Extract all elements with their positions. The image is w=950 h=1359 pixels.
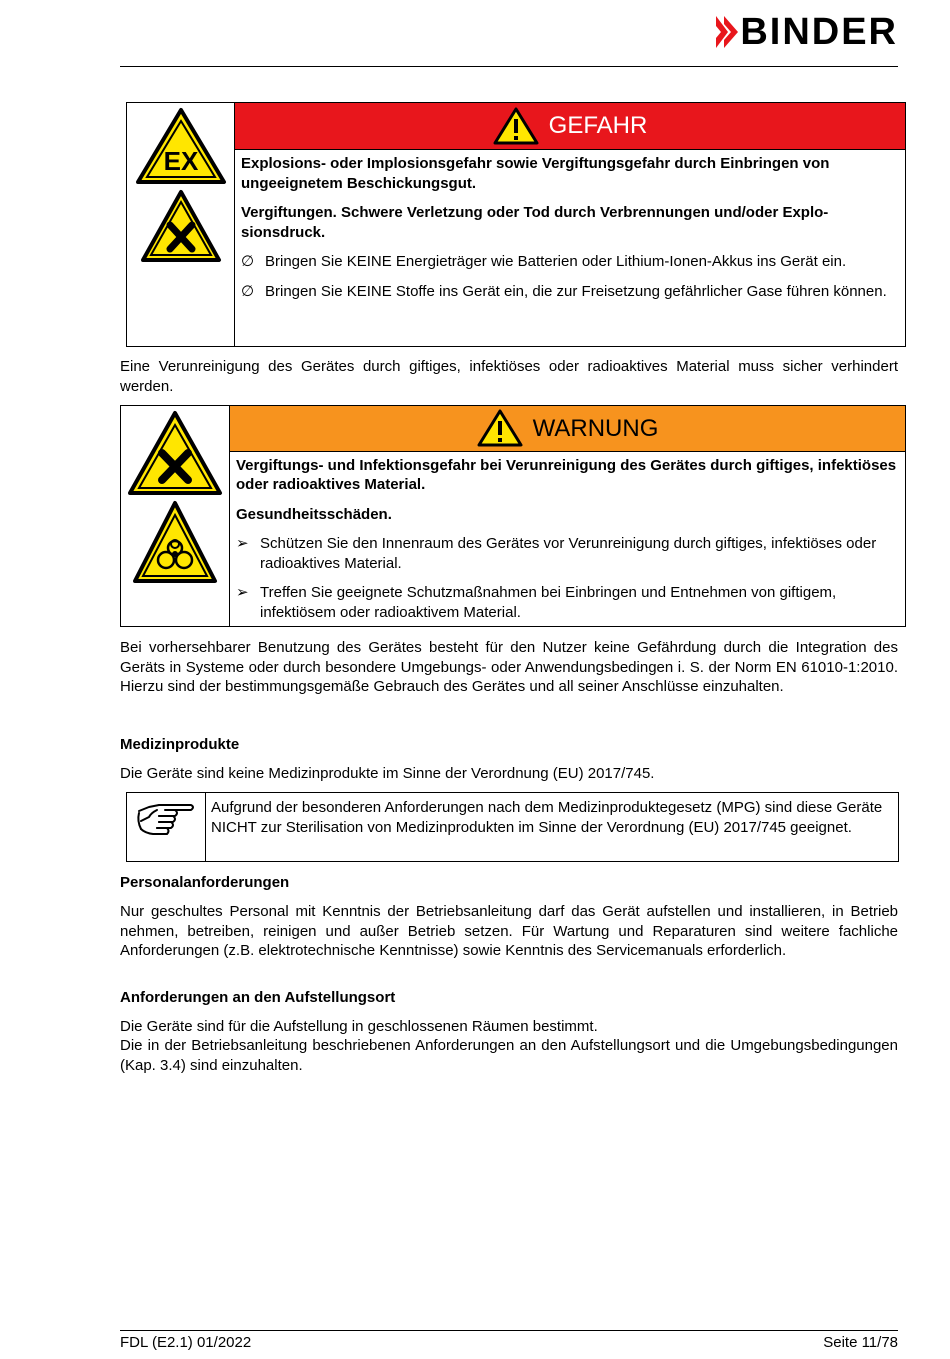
danger-bullet — [241, 252, 897, 272]
harmful-substance-warning-icon — [127, 410, 223, 496]
medical-text: Die Geräte sind keine Medizinprodukte im Sinne der Verordnung (EU) 2017/745. — [120, 765, 655, 782]
footer-page-number: Seite 11/78 — [823, 1334, 898, 1351]
brand-logo — [714, 12, 898, 52]
warning-box — [120, 405, 906, 627]
site-text-line1: Die Geräte sind für die Aufstellung in geschlossenen Räumen bestimmt. — [120, 1018, 598, 1035]
warning-triangle-icon — [493, 107, 539, 145]
harmful-substance-warning-icon — [140, 189, 222, 263]
binder-logo-icon — [714, 12, 740, 52]
warning-bullet — [236, 534, 897, 573]
danger-icon-column — [127, 103, 235, 346]
footer-doc-id: FDL (E2.1) 01/2022 — [120, 1334, 252, 1351]
warning-bullet-text: Schützen Sie den Innenraum des Gerätes vor Verunreinigung durch giftiges, infektiöses oder radioaktives Material. — [260, 535, 877, 572]
warning-triangle-icon — [477, 409, 523, 447]
danger-bullet — [241, 282, 897, 302]
danger-banner — [235, 103, 905, 150]
pointing-hand-icon — [135, 799, 197, 841]
personnel-text: Nur geschultes Personal mit Kenntnis der Betriebsanleitung darf das Gerät aufstellen und installieren, in Betrieb nehmen, betreiben, reinigen und außer Betrieb setzen. Für Wartung und Reparaturen sind weitere fachliche Anforderungen (z.B. elektrotechnische Kenntnisse) sowie Kenntnis des Servicemanuals erforderlich. — [120, 903, 898, 959]
note-icon-column — [127, 793, 206, 861]
warning-label: WARNUNG — [532, 414, 659, 442]
warning-bullet-text: Treffen Sie geeignete Schutzmaßnahmen bei Einbringen und Entnehmen von giftigem, infektiösem oder radioaktivem Material. — [260, 584, 837, 621]
prohibition-symbol: ∅ — [241, 253, 255, 270]
warning-banner — [230, 406, 905, 452]
prohibition-symbol: ∅ — [241, 282, 255, 300]
site-text-line2: Die in der Betriebsanleitung beschriebenen Anforderungen an den Aufstellungsort und die Umgebungsbedingungen (Kap. 3.4) sind einzuhalten. — [120, 1037, 898, 1074]
warning-bullet — [236, 583, 897, 622]
ex-explosion-warning-icon — [135, 107, 227, 185]
section-heading-personnel: Personalanforderungen — [120, 874, 290, 891]
contamination-paragraph: Eine Verunreinigung des Gerätes durch giftiges, infektiöses oder radioaktives Material muss sicher verhindert werden. — [120, 358, 898, 395]
biohazard-warning-icon — [132, 500, 218, 584]
warning-hazard-text: Vergiftungs- und Infektionsgefahr bei Verunreinigung des Gerätes durch giftiges, infektiöses oder radioaktives Material. — [236, 456, 897, 493]
note-text: Aufgrund der besonderen Anforderungen nach dem Medizinproduktegesetz (MPG) sind diese Geräte NICHT zur Sterilisation von Medizinprodukten im Sinne der Verordnung (EU) 2017/745 geeignet. — [211, 799, 883, 836]
arrow-bullet-icon: ➢ — [236, 535, 249, 552]
danger-bullet-text: Bringen Sie KEINE Energieträger wie Batterien oder Lithium-Ionen-Akkus ins Gerät ein. — [265, 253, 847, 270]
brand-name: BINDER — [740, 11, 898, 53]
danger-consequence-text: Vergiftungen. Schwere Verletzung oder Tod durch Verbrennungen und/oder Explosionsdruck. — [241, 204, 829, 241]
danger-box — [126, 102, 906, 347]
danger-label: GEFAHR — [548, 112, 648, 140]
intended-use-paragraph: Bei vorhersehbarer Benutzung des Gerätes besteht für den Nutzer keine Gefährdung durch die Integration des Geräts in Systeme oder durch besondere Umgebungs- oder Anwendungsbedingen i. S. der Norm EN 61010-1:2010. Hierzu sind der bestimmungsgemäße Gebrauch des Gerätes und all seiner Anschlüsse einzuhalten. — [120, 639, 898, 695]
arrow-bullet-icon: ➢ — [236, 584, 249, 601]
footer-rule — [120, 1330, 898, 1331]
warning-consequence-text: Gesundheitsschäden. — [236, 505, 392, 523]
warning-icon-column — [121, 406, 230, 626]
note-box — [126, 792, 899, 862]
header-rule — [120, 66, 898, 67]
section-heading-medical: Medizinprodukte — [120, 736, 240, 753]
svg-text:EX: EX — [163, 146, 198, 176]
danger-hazard-text: Explosions- oder Implosionsgefahr sowie Vergiftungsgefahr durch Einbringen von ungeeignetem Beschickungsgut. — [241, 155, 830, 192]
section-heading-site: Anforderungen an den Aufstellungsort — [120, 989, 396, 1006]
danger-bullet-text: Bringen Sie KEINE Stoffe ins Gerät ein, die zur Freisetzung gefährlicher Gase führen können. — [265, 282, 887, 300]
